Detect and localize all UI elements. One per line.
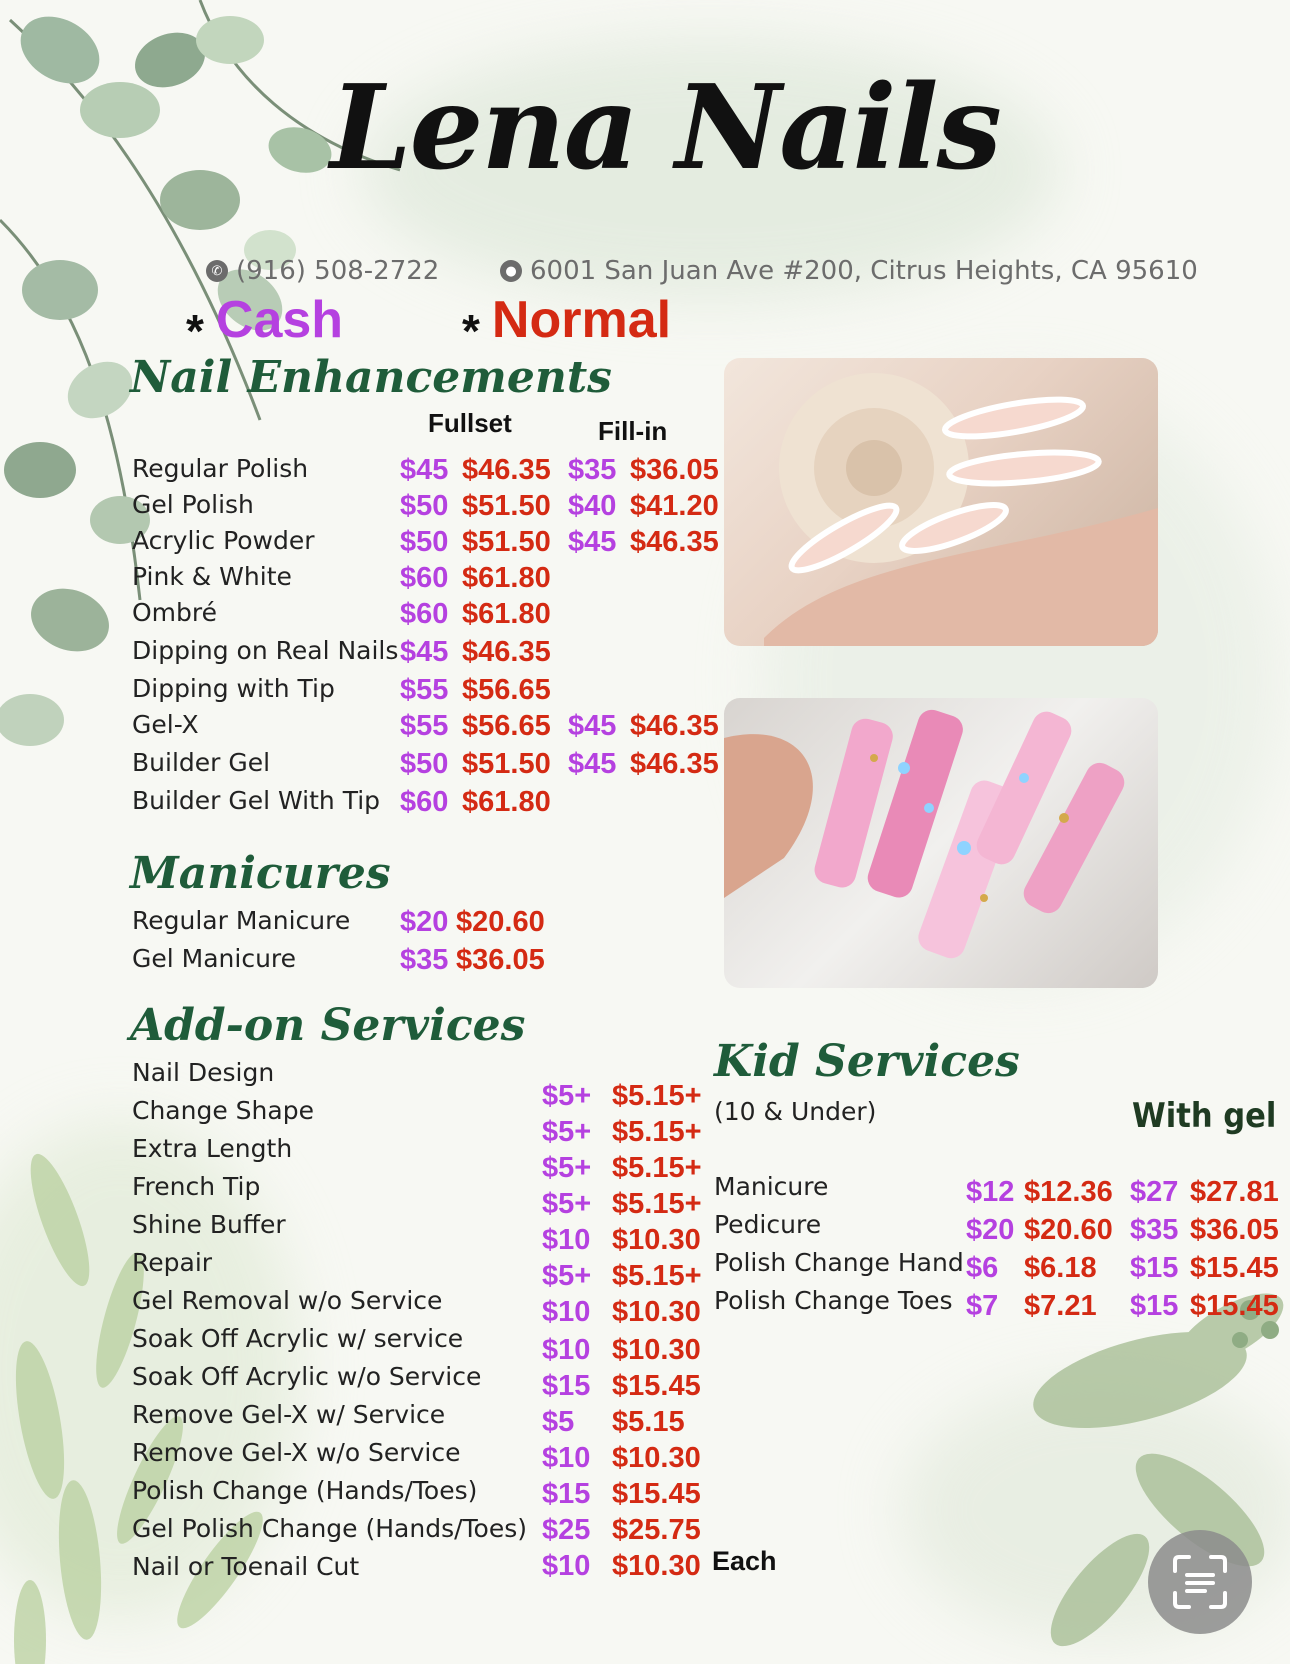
normal-price: $7.21 [1024,1290,1097,1322]
location-pin-icon: ● [500,260,522,282]
service-name: Manicure [714,1172,829,1201]
normal-price: $36.05 [456,944,545,976]
service-name: Gel-X [132,710,199,739]
cash-price: $7 [966,1290,999,1322]
fullset-cash-price: $55 [400,710,449,742]
normal-price: $15.45 [612,1478,701,1510]
cash-price: $15 [542,1370,591,1402]
normal-price: $10.30 [612,1334,701,1366]
normal-price: $20.60 [1024,1214,1113,1246]
fillin-normal-price: $41.20 [630,490,719,522]
service-name: Polish Change Toes [714,1286,953,1315]
phone-number: (916) 508-2722 [236,256,440,286]
fullset-normal-price: $61.80 [462,598,551,630]
fullset-cash-price: $60 [400,598,449,630]
service-name: Acrylic Powder [132,526,315,555]
service-name: Regular Manicure [132,906,351,935]
fullset-normal-price: $51.50 [462,526,551,558]
manicure-row [132,944,1232,980]
normal-price: $10.30 [612,1296,701,1328]
fillin-cash-price: $45 [568,710,617,742]
fullset-normal-price: $61.80 [462,786,551,818]
service-name: Gel Removal w/o Service [132,1286,443,1315]
cash-price: $10 [542,1224,591,1256]
fullset-normal-price: $56.65 [462,674,551,706]
kid-service-row [714,1210,1290,1246]
fullset-cash-price: $60 [400,786,449,818]
fullset-cash-price: $45 [400,636,449,668]
asterisk-icon: * [186,305,204,357]
service-name: Ombré [132,598,218,627]
fullset-cash-price: $55 [400,674,449,706]
text-scan-icon [1171,1553,1229,1611]
cash-price: $6 [966,1252,999,1284]
kid-service-row [714,1286,1290,1322]
normal-price: $5.15+ [612,1116,702,1148]
address-contact [500,256,1198,286]
service-name: Polish Change (Hands/Toes) [132,1476,478,1505]
asterisk-icon: * [462,305,480,357]
addon-row [132,1362,1232,1402]
normal-price: $10.30 [612,1550,701,1582]
service-name: Gel Polish Change (Hands/Toes) [132,1514,528,1543]
service-name: Gel Manicure [132,944,297,973]
service-name: Soak Off Acrylic w/o Service [132,1362,482,1391]
service-name: Change Shape [132,1096,314,1125]
addon-services-heading: Add-on Services [130,1000,526,1051]
service-name: Remove Gel-X w/o Service [132,1438,461,1467]
fillin-normal-price: $46.35 [630,748,719,780]
addon-row [132,1400,1232,1436]
manicures-heading: Manicures [130,848,391,899]
addon-row [132,1324,1232,1366]
fullset-cash-price: $50 [400,526,449,558]
fillin-cash-price: $45 [568,748,617,780]
fullset-column-header: Fullset [428,408,512,438]
gel-cash-price: $15 [1130,1290,1179,1322]
fullset-cash-price: $60 [400,562,449,594]
service-name: Shine Buffer [132,1210,286,1239]
fillin-normal-price: $36.05 [630,454,719,486]
legend-cash: * Cash [186,291,344,357]
addon-row [132,1438,1232,1474]
gel-normal-price: $15.45 [1190,1252,1279,1284]
cash-price: $20 [966,1214,1015,1246]
addon-row [132,1134,1232,1184]
salon-title: Lena Nails [330,60,1000,196]
legend-normal: * Normal [462,291,672,357]
gel-cash-price: $15 [1130,1252,1179,1284]
service-name: Nail or Toenail Cut [132,1552,360,1581]
cash-price: $5+ [542,1260,592,1292]
fullset-normal-price: $51.50 [462,490,551,522]
addon-row [132,1476,1232,1512]
service-name: Pink & White [132,562,292,591]
fullset-cash-price: $45 [400,454,449,486]
nail-enhancements-heading: Nail Enhancements [130,352,612,403]
gel-cash-price: $35 [1130,1214,1179,1246]
service-name: Builder Gel With Tip [132,786,381,815]
phone-icon: ✆ [206,260,228,282]
service-name: French Tip [132,1172,261,1201]
cash-price: $10 [542,1296,591,1328]
fillin-cash-price: $45 [568,526,617,558]
normal-price: $12.36 [1024,1176,1113,1208]
addon-row [132,1096,1232,1148]
each-note: Each [712,1546,777,1576]
addon-row [132,1552,1232,1588]
gel-normal-price: $36.05 [1190,1214,1279,1246]
normal-price: $25.75 [612,1514,701,1546]
normal-price: $10.30 [612,1224,701,1256]
cash-price: $10 [542,1334,591,1366]
normal-price: $5.15+ [612,1260,702,1292]
fullset-cash-price: $50 [400,490,449,522]
fillin-cash-price: $40 [568,490,617,522]
cash-price: $5+ [542,1188,592,1220]
fullset-normal-price: $51.50 [462,748,551,780]
cash-price: $5 [542,1406,575,1438]
gel-normal-price: $15.45 [1190,1290,1279,1322]
cash-price: $5+ [542,1116,592,1148]
normal-price: $6.18 [1024,1252,1097,1284]
service-name: Pedicure [714,1210,822,1239]
cash-price: $12 [966,1176,1015,1208]
fillin-column-header: Fill-in [598,416,668,446]
with-gel-label: With gel [1132,1096,1277,1136]
cash-price: $20 [400,906,449,938]
manicure-row [132,906,1232,942]
fullset-normal-price: $46.35 [462,636,551,668]
french-nails-illustration [724,358,1158,646]
fullset-normal-price: $61.80 [462,562,551,594]
fillin-normal-price: $46.35 [630,710,719,742]
cash-price: $15 [542,1478,591,1510]
addon-row [132,1514,1232,1550]
gel-cash-price: $27 [1130,1176,1179,1208]
normal-price: $20.60 [456,906,545,938]
service-name: Builder Gel [132,748,271,777]
service-name: Nail Design [132,1058,275,1087]
kid-services-heading: Kid Services [714,1036,1020,1087]
service-name: Soak Off Acrylic w/ service [132,1324,464,1353]
service-name: Regular Polish [132,454,309,483]
fullset-cash-price: $50 [400,748,449,780]
service-name: Repair [132,1248,213,1277]
cash-price: $35 [400,944,449,976]
normal-price: $5.15 [612,1406,685,1438]
normal-price: $5.15+ [612,1080,702,1112]
normal-price: $10.30 [612,1442,701,1474]
kid-service-row [714,1172,1290,1208]
service-name: Remove Gel-X w/ Service [132,1400,446,1429]
phone-contact [206,256,439,286]
service-name: Dipping on Real Nails [132,636,399,665]
service-name: Dipping with Tip [132,674,335,703]
fullset-normal-price: $46.35 [462,454,551,486]
service-name: Polish Change Hand [714,1248,964,1277]
fullset-normal-price: $56.65 [462,710,551,742]
cash-price: $25 [542,1514,591,1546]
cash-price: $10 [542,1442,591,1474]
normal-price: $15.45 [612,1370,701,1402]
cash-price: $10 [542,1550,591,1582]
cash-price: $5+ [542,1152,592,1184]
normal-price: $5.15+ [612,1188,702,1220]
address-text: 6001 San Juan Ave #200, Citrus Heights, CA 95610 [530,256,1198,286]
fillin-cash-price: $35 [568,454,617,486]
kid-service-row [714,1248,1290,1284]
fillin-normal-price: $46.35 [630,526,719,558]
cash-price: $5+ [542,1080,592,1112]
french-nails-photo [724,358,1158,646]
service-name: Extra Length [132,1134,293,1163]
gel-normal-price: $27.81 [1190,1176,1279,1208]
service-name: Gel Polish [132,490,254,519]
kid-services-subtitle: (10 & Under) [714,1097,877,1126]
normal-price: $5.15+ [612,1152,702,1184]
scan-text-button[interactable] [1148,1530,1252,1634]
